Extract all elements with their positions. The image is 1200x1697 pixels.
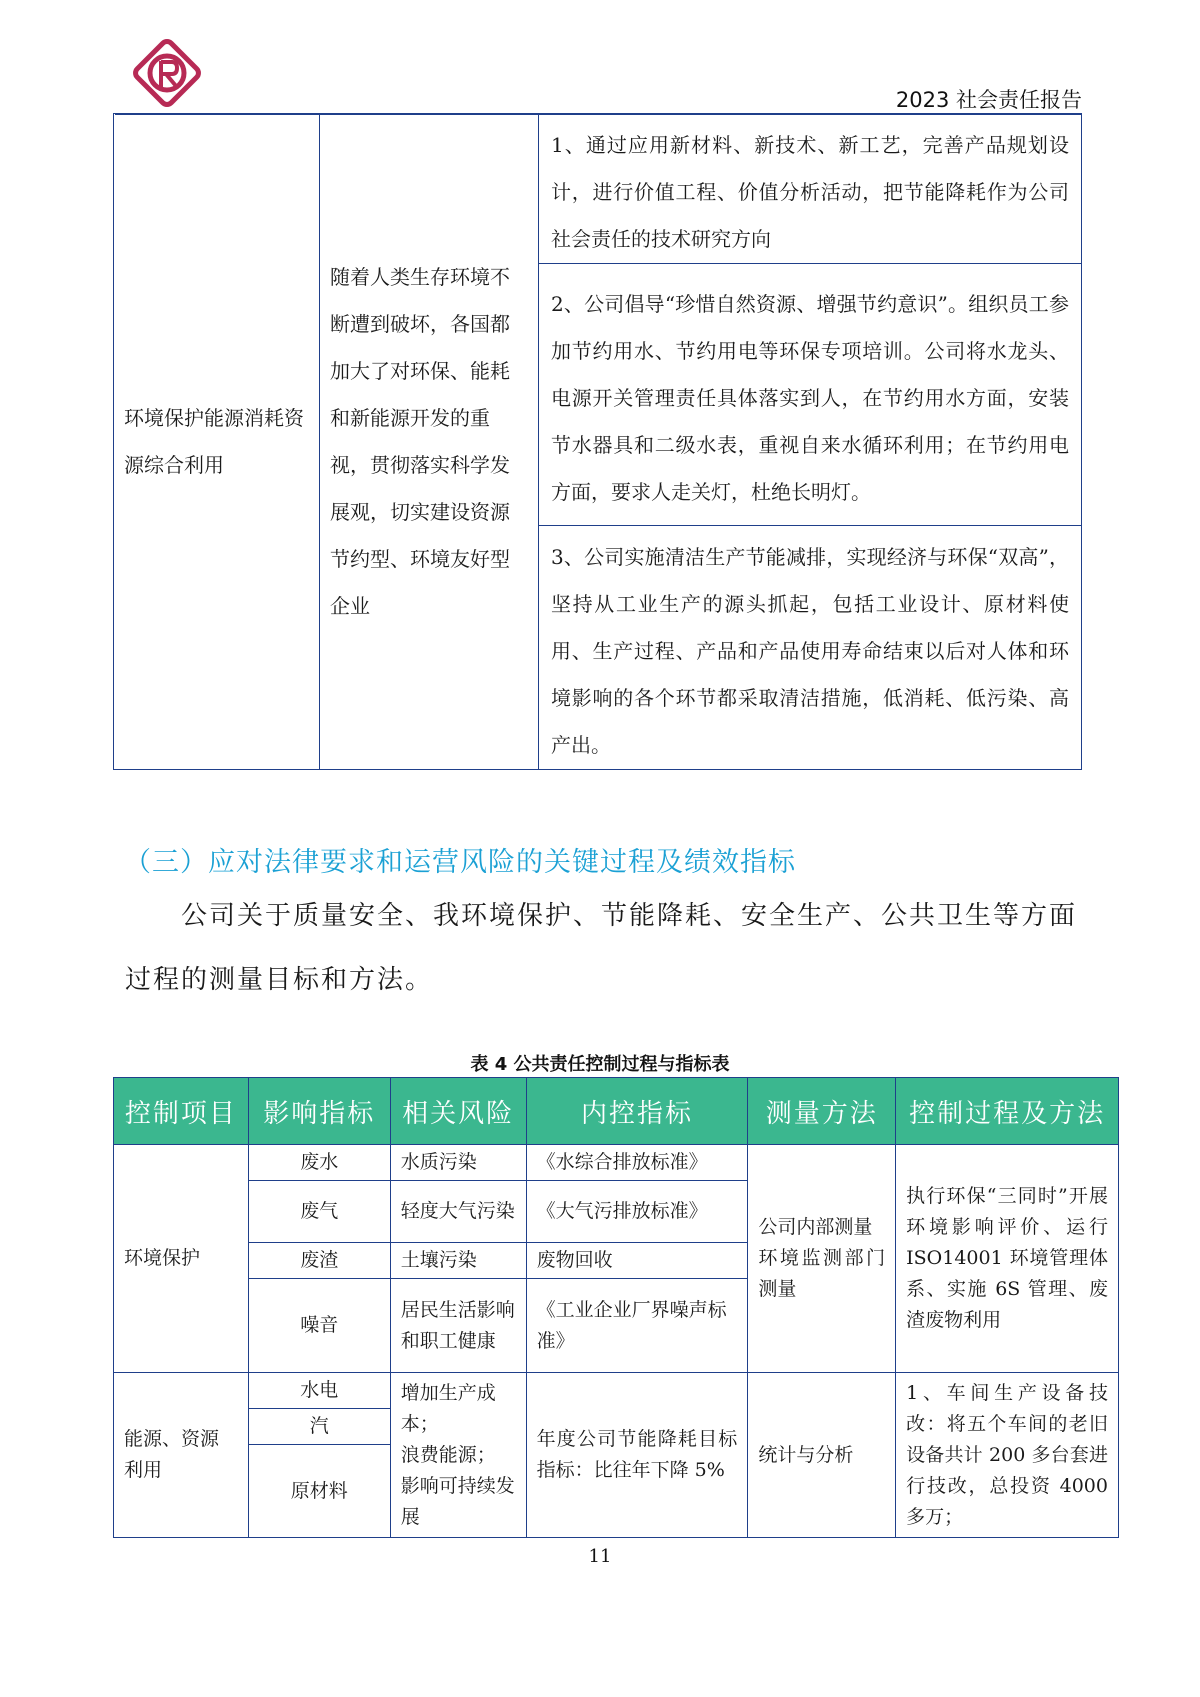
environment-measures-table	[113, 113, 1082, 770]
table-row	[114, 1145, 1119, 1181]
control-index-cell: 《大气污排放标准》	[526, 1181, 748, 1243]
table-row	[114, 1373, 1119, 1409]
measure-cell-1: 1、通过应用新材料、新技术、新工艺，完善产品规划设计，进行价值工程、价值分析活动，把节能降耗作为公司社会责任的技术研究方向	[539, 114, 1082, 264]
indicator-cell: 噪音	[248, 1279, 390, 1373]
table-header-row	[114, 1078, 1119, 1145]
method-cell: 公司内部测量 环境监测部门测量	[748, 1145, 896, 1373]
measure-cell-3: 3、公司实施清洁生产节能减排，实现经济与环保“双高”，坚持从工业生产的源头抓起，包括工业设计、原材料使用、生产过程、产品和产品使用寿命结束以后对人体和环境影响的各个环节都采取清洁措施，低消耗、低污染、高产出。	[539, 526, 1082, 770]
risk-cell: 水质污染	[390, 1145, 526, 1181]
control-index-cell: 《水综合排放标准》	[526, 1145, 748, 1181]
control-index-cell: 废物回收	[526, 1243, 748, 1279]
method-cell: 统计与分析	[748, 1373, 896, 1538]
control-item-cell: 环境保护	[114, 1145, 249, 1373]
indicator-cell: 废水	[248, 1145, 390, 1181]
risk-cell: 居民生活影响和职工健康	[390, 1279, 526, 1373]
indicator-cell: 汽	[248, 1409, 390, 1445]
column-header: 测量方法	[748, 1078, 896, 1145]
indicator-cell: 水电	[248, 1373, 390, 1409]
company-logo-icon	[128, 34, 206, 112]
report-title: 2023 社会责任报告	[895, 88, 1082, 112]
table-caption: 表 4 公共责任控制过程与指标表	[470, 1054, 730, 1075]
indicator-cell: 废气	[248, 1181, 390, 1243]
column-header: 控制过程及方法	[896, 1078, 1119, 1145]
responsibility-control-table	[113, 1077, 1119, 1538]
page-number: 11	[588, 1546, 612, 1567]
measure-cell-2: 2、公司倡导“珍惜自然资源、增强节约意识”。组织员工参加节约用水、节约用电等环保专项培训。公司将水龙头、电源开关管理责任具体落实到人，在节约用水方面，安装节水器具和二级水表，重视自来水循环利用；在节约用电方面，要求人走关灯，杜绝长明灯。	[539, 264, 1082, 526]
column-header: 内控指标	[526, 1078, 748, 1145]
category-cell: 环境保护能源消耗资源综合利用	[114, 114, 320, 770]
indicator-cell: 原材料	[248, 1445, 390, 1538]
risk-cell: 增加生产成本； 浪费能源； 影响可持续发展	[390, 1373, 526, 1538]
background-cell: 随着人类生存环境不断遭到破坏，各国都加大了对环保、能耗和新能源开发的重视，贯彻落实科学发展观，切实建设资源节约型、环境友好型企业	[320, 114, 539, 770]
control-index-cell: 《工业企业厂界噪声标准》	[526, 1279, 748, 1373]
column-header: 控制项目	[114, 1078, 249, 1145]
column-header: 相关风险	[390, 1078, 526, 1145]
process-cell: 1、车间生产设备技改：将五个车间的老旧设备共计 200 多台套进行技改，总投资 4000 多万；	[896, 1373, 1119, 1538]
risk-cell: 土壤污染	[390, 1243, 526, 1279]
section-intro: 公司关于质量安全、我环境保护、节能降耗、安全生产、公共卫生等方面过程的测量目标和方法。	[125, 901, 1078, 995]
control-index-cell: 年度公司节能降耗目标指标：比往年下降 5%	[526, 1373, 748, 1538]
column-header: 影响指标	[248, 1078, 390, 1145]
table-row	[114, 114, 1082, 264]
process-cell: 执行环保“三同时”开展环境影响评价、运行 ISO14001 环境管理体系、实施 6S 管理、废渣废物利用	[896, 1145, 1119, 1373]
risk-cell: 轻度大气污染	[390, 1181, 526, 1243]
section-heading: （三）应对法律要求和运营风险的关键过程及绩效指标	[124, 847, 796, 878]
control-item-cell: 能源、资源利用	[114, 1373, 249, 1538]
indicator-cell: 废渣	[248, 1243, 390, 1279]
